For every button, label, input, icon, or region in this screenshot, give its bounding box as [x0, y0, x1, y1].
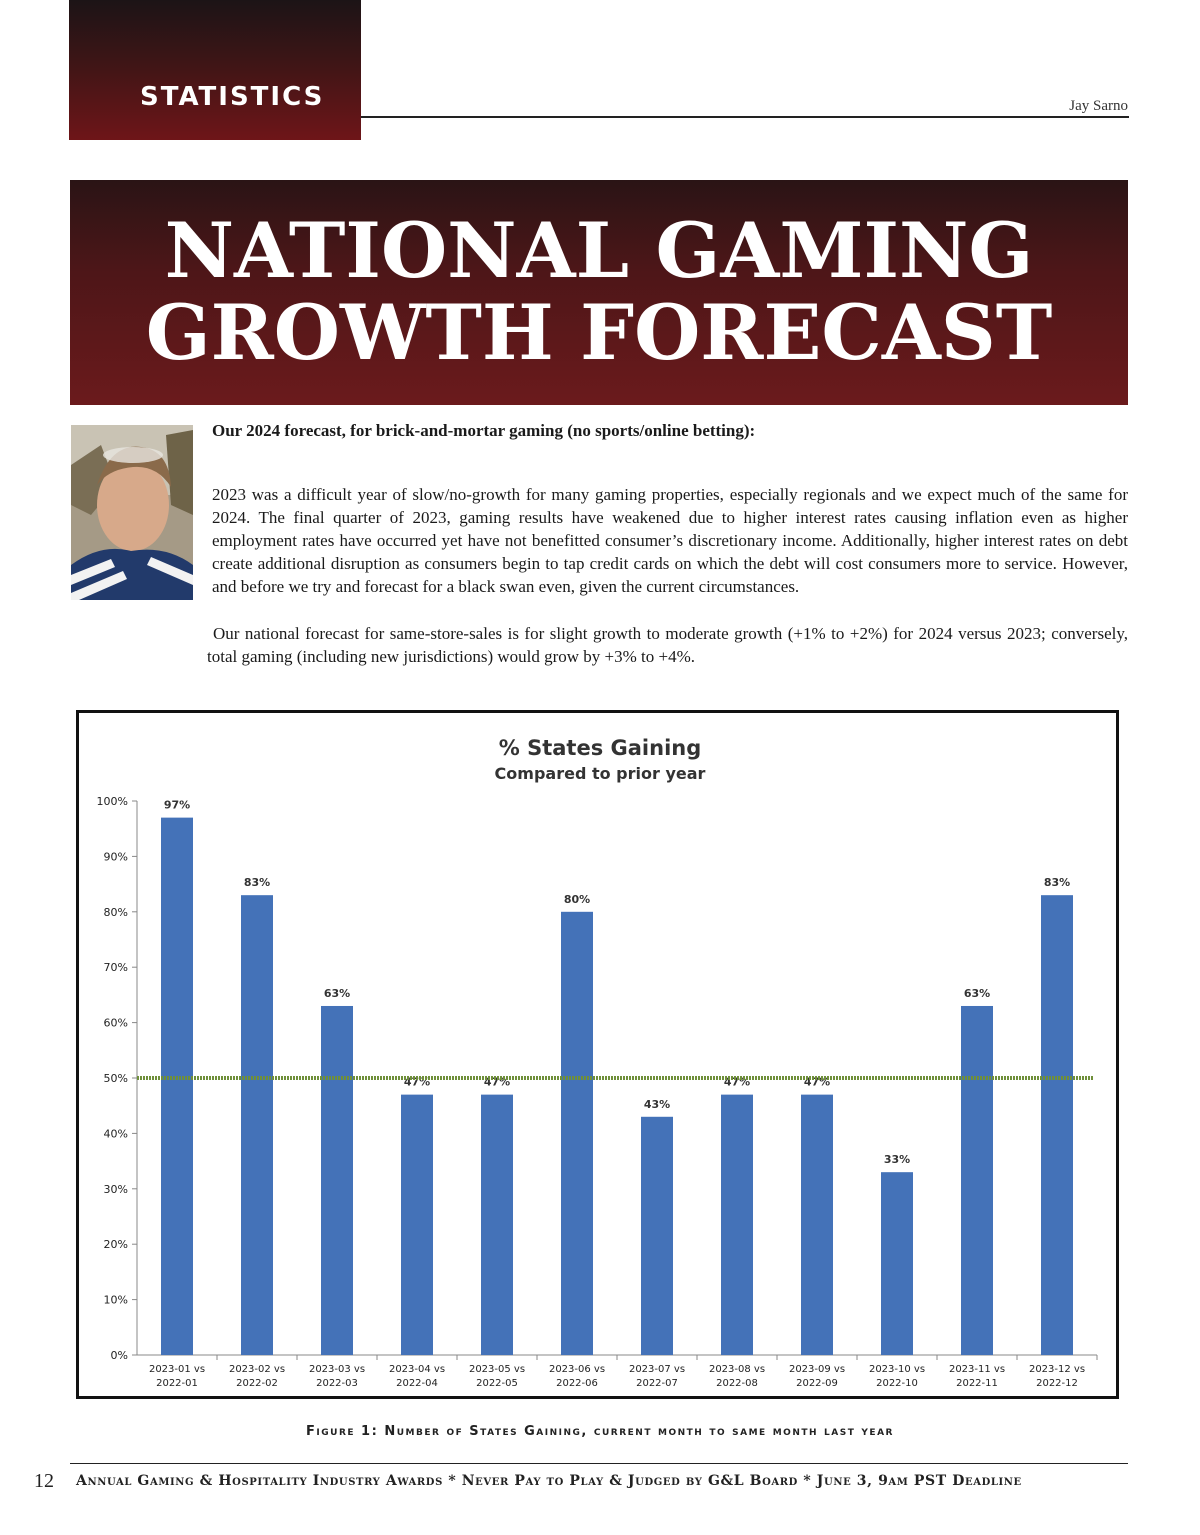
y-tick-label: 30% [103, 1182, 128, 1196]
x-tick-label: 2022-11 [956, 1378, 998, 1389]
y-tick-label: 50% [103, 1072, 128, 1085]
y-tick-label: 70% [103, 961, 128, 975]
title-line-2: GROWTH FORECAST [145, 288, 1053, 377]
title-banner [70, 180, 1128, 405]
x-tick-label: 2023-05 vs [468, 1364, 526, 1375]
figure-caption: Figure 1: Number of States Gaining, current month to same month last year [306, 1424, 894, 1439]
x-tick-label: 2023-03 vs [308, 1364, 366, 1375]
x-tick-label: 2023-01 vs [148, 1364, 206, 1375]
page-title [70, 206, 1128, 377]
bar [321, 1006, 353, 1355]
x-tick-label: 2022-09 [796, 1378, 838, 1389]
bar [801, 1095, 833, 1355]
data-label: 47% [403, 1075, 431, 1089]
x-tick-label: 2023-07 vs [628, 1364, 686, 1375]
y-tick-label: 10% [103, 1293, 128, 1307]
x-tick-label: 2023-10 vs [868, 1364, 926, 1375]
y-tick-label: 40% [103, 1127, 128, 1141]
data-label: 47% [803, 1075, 831, 1089]
author-photo [71, 425, 193, 600]
x-tick-label: 2023-04 vs [388, 1364, 446, 1375]
x-tick-label: 2022-10 [876, 1378, 918, 1389]
bar [401, 1095, 433, 1355]
y-tick-label: 0% [110, 1349, 128, 1362]
bar [961, 1006, 993, 1355]
header-rule [361, 116, 1129, 118]
bar [881, 1172, 913, 1355]
data-label: 80% [563, 892, 591, 906]
x-tick-label: 2023-06 vs [548, 1364, 606, 1375]
intro-title: Our 2024 forecast, for brick-and-mortar gaming (no sports/online betting): [212, 421, 756, 440]
data-label: 63% [963, 986, 991, 1000]
footer-rule [70, 1463, 1128, 1464]
data-label: 97% [163, 798, 191, 812]
footer-text: Annual Gaming & Hospitality Industry Awards * Never Pay to Play & Judged by G&L Board * June 3, 9am PST Deadline [76, 1473, 1022, 1489]
data-label: 47% [483, 1075, 511, 1089]
y-tick-label: 90% [103, 850, 128, 864]
x-tick-label: 2023-12 vs [1028, 1364, 1086, 1375]
y-tick-label: 60% [103, 1016, 128, 1030]
x-tick-label: 2023-09 vs [788, 1364, 846, 1375]
bar-chart [79, 713, 1116, 1396]
data-label: 33% [883, 1153, 911, 1167]
y-tick-label: 100% [96, 795, 128, 808]
x-tick-label: 2022-06 [556, 1378, 598, 1389]
paragraph-1: 2023 was a difficult year of slow/no-growth for many gaming properties, especially regionals and we expect much of the same for 2024. The final quarter of 2023, gaming results have weakened due to higher interest rates causing inflation even as higher employment rates have occurred yet have not benefitted consumer’s discretionary income. Additionally, higher interest rates on debt create additional disruption as consumers begin to tap credit cards on which the debt will cost consumers more to service. However, and before we try and forecast for a black swan even, given the current circumstances. [212, 485, 1128, 596]
x-tick-label: 2022-04 [396, 1378, 438, 1389]
x-tick-label: 2022-08 [716, 1378, 758, 1389]
paragraph-2: Our national forecast for same-store-sales is for slight growth to moderate growth (+1% to +2%) for 2024 versus 2023; conversely, total gaming (including new jurisdictions) would grow by +3% to +4%. [207, 624, 1128, 666]
x-tick-label: 2023-11 vs [948, 1364, 1006, 1375]
chart-plot-area [97, 795, 1097, 1389]
chart-frame [76, 710, 1119, 1399]
x-tick-label: 2022-03 [316, 1378, 358, 1389]
x-tick-label: 2022-02 [236, 1378, 278, 1389]
bar [241, 895, 273, 1355]
x-tick-label: 2022-12 [1036, 1378, 1078, 1389]
data-label: 63% [323, 986, 351, 1000]
bar [561, 912, 593, 1355]
y-tick-label: 20% [103, 1238, 128, 1252]
data-label: 43% [643, 1097, 671, 1111]
page-number: 12 [34, 1470, 54, 1492]
x-tick-label: 2022-05 [476, 1378, 518, 1389]
data-label: 47% [723, 1075, 751, 1089]
data-label: 83% [1043, 876, 1071, 890]
bar [641, 1117, 673, 1355]
x-tick-label: 2022-07 [636, 1378, 678, 1389]
title-line-1: NATIONAL GAMING [164, 206, 1034, 295]
data-label: 83% [243, 876, 271, 890]
author-name: Jay Sarno [1069, 98, 1128, 114]
chart-title: % States Gaining [498, 736, 702, 760]
section-tab [69, 0, 361, 140]
bar [721, 1095, 753, 1355]
x-tick-label: 2022-01 [156, 1378, 198, 1389]
y-tick-label: 80% [103, 905, 128, 919]
bar [161, 818, 193, 1355]
section-label: STATISTICS [140, 82, 325, 112]
bar [481, 1095, 513, 1355]
x-tick-label: 2023-02 vs [228, 1364, 286, 1375]
x-tick-label: 2023-08 vs [708, 1364, 766, 1375]
chart-subtitle: Compared to prior year [494, 764, 706, 783]
bar [1041, 895, 1073, 1355]
